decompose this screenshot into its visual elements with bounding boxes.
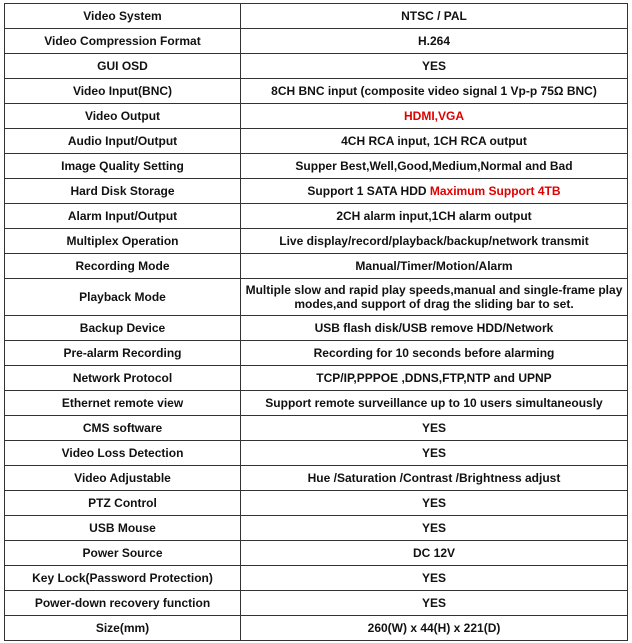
spec-label: Power-down recovery function: [5, 591, 241, 616]
spec-label: Video Output: [5, 104, 241, 129]
table-row: [5, 29, 628, 54]
spec-value: YES: [241, 441, 628, 466]
table-row: [5, 516, 628, 541]
spec-value: 8CH BNC input (composite video signal 1 Vp-p 75Ω BNC): [241, 79, 628, 104]
spec-value: YES: [241, 591, 628, 616]
spec-value: 4CH RCA input, 1CH RCA output: [241, 129, 628, 154]
spec-value: NTSC / PAL: [241, 4, 628, 29]
spec-value: YES: [241, 416, 628, 441]
spec-value: DC 12V: [241, 541, 628, 566]
table-row: [5, 491, 628, 516]
spec-value: YES: [241, 54, 628, 79]
spec-label: Recording Mode: [5, 254, 241, 279]
spec-label: Key Lock(Password Protection): [5, 566, 241, 591]
spec-label: Alarm Input/Output: [5, 204, 241, 229]
table-row: [5, 204, 628, 229]
spec-value: Live display/record/playback/backup/network transmit: [241, 229, 628, 254]
table-row: [5, 416, 628, 441]
table-row: [5, 179, 628, 204]
table-row: [5, 541, 628, 566]
spec-label: Backup Device: [5, 316, 241, 341]
spec-value: Manual/Timer/Motion/Alarm: [241, 254, 628, 279]
spec-label: Audio Input/Output: [5, 129, 241, 154]
spec-label: Playback Mode: [5, 279, 241, 316]
spec-value: Supper Best,Well,Good,Medium,Normal and Bad: [241, 154, 628, 179]
spec-value: USB flash disk/USB remove HDD/Network: [241, 316, 628, 341]
spec-value: YES: [241, 516, 628, 541]
spec-value: YES: [241, 566, 628, 591]
spec-value-highlight: Maximum Support 4TB: [429, 184, 561, 198]
spec-label: Ethernet remote view: [5, 391, 241, 416]
spec-value: 260(W) x 44(H) x 221(D): [241, 616, 628, 641]
table-row: [5, 254, 628, 279]
spec-label: Power Source: [5, 541, 241, 566]
table-row: [5, 441, 628, 466]
spec-value: Recording for 10 seconds before alarming: [241, 341, 628, 366]
spec-label: CMS software: [5, 416, 241, 441]
table-row: [5, 616, 628, 641]
spec-label: Video Loss Detection: [5, 441, 241, 466]
spec-label: Image Quality Setting: [5, 154, 241, 179]
spec-value: YES: [241, 491, 628, 516]
table-row: [5, 4, 628, 29]
spec-value: Hue /Saturation /Contrast /Brightness adjust: [241, 466, 628, 491]
spec-value: Support 1 SATA HDD: [307, 184, 427, 198]
spec-label: Multiplex Operation: [5, 229, 241, 254]
table-row: [5, 54, 628, 79]
table-row: [5, 79, 628, 104]
spec-label: USB Mouse: [5, 516, 241, 541]
table-row: [5, 391, 628, 416]
spec-value: TCP/IP,PPPOE ,DDNS,FTP,NTP and UPNP: [241, 366, 628, 391]
table-row: [5, 316, 628, 341]
spec-value: 2CH alarm input,1CH alarm output: [241, 204, 628, 229]
spec-label: Video Compression Format: [5, 29, 241, 54]
spec-value-cell: [241, 179, 628, 204]
table-row: [5, 591, 628, 616]
spec-value: HDMI,VGA: [241, 104, 628, 129]
spec-value: Multiple slow and rapid play speeds,manual and single-frame play modes,and support of drag the sliding bar to set.: [241, 279, 628, 316]
spec-table: [4, 3, 628, 641]
spec-label: Video Adjustable: [5, 466, 241, 491]
table-row: [5, 229, 628, 254]
spec-label: Network Protocol: [5, 366, 241, 391]
table-row: [5, 366, 628, 391]
spec-label: GUI OSD: [5, 54, 241, 79]
spec-label: Size(mm): [5, 616, 241, 641]
spec-label: Video Input(BNC): [5, 79, 241, 104]
spec-label: Video System: [5, 4, 241, 29]
table-row: [5, 279, 628, 316]
table-row: [5, 341, 628, 366]
spec-label: Pre-alarm Recording: [5, 341, 241, 366]
table-row: [5, 466, 628, 491]
spec-label: PTZ Control: [5, 491, 241, 516]
table-row: [5, 104, 628, 129]
spec-label: Hard Disk Storage: [5, 179, 241, 204]
table-row: [5, 154, 628, 179]
table-row: [5, 129, 628, 154]
spec-value: Support remote surveillance up to 10 users simultaneously: [241, 391, 628, 416]
table-row: [5, 566, 628, 591]
spec-value: H.264: [241, 29, 628, 54]
